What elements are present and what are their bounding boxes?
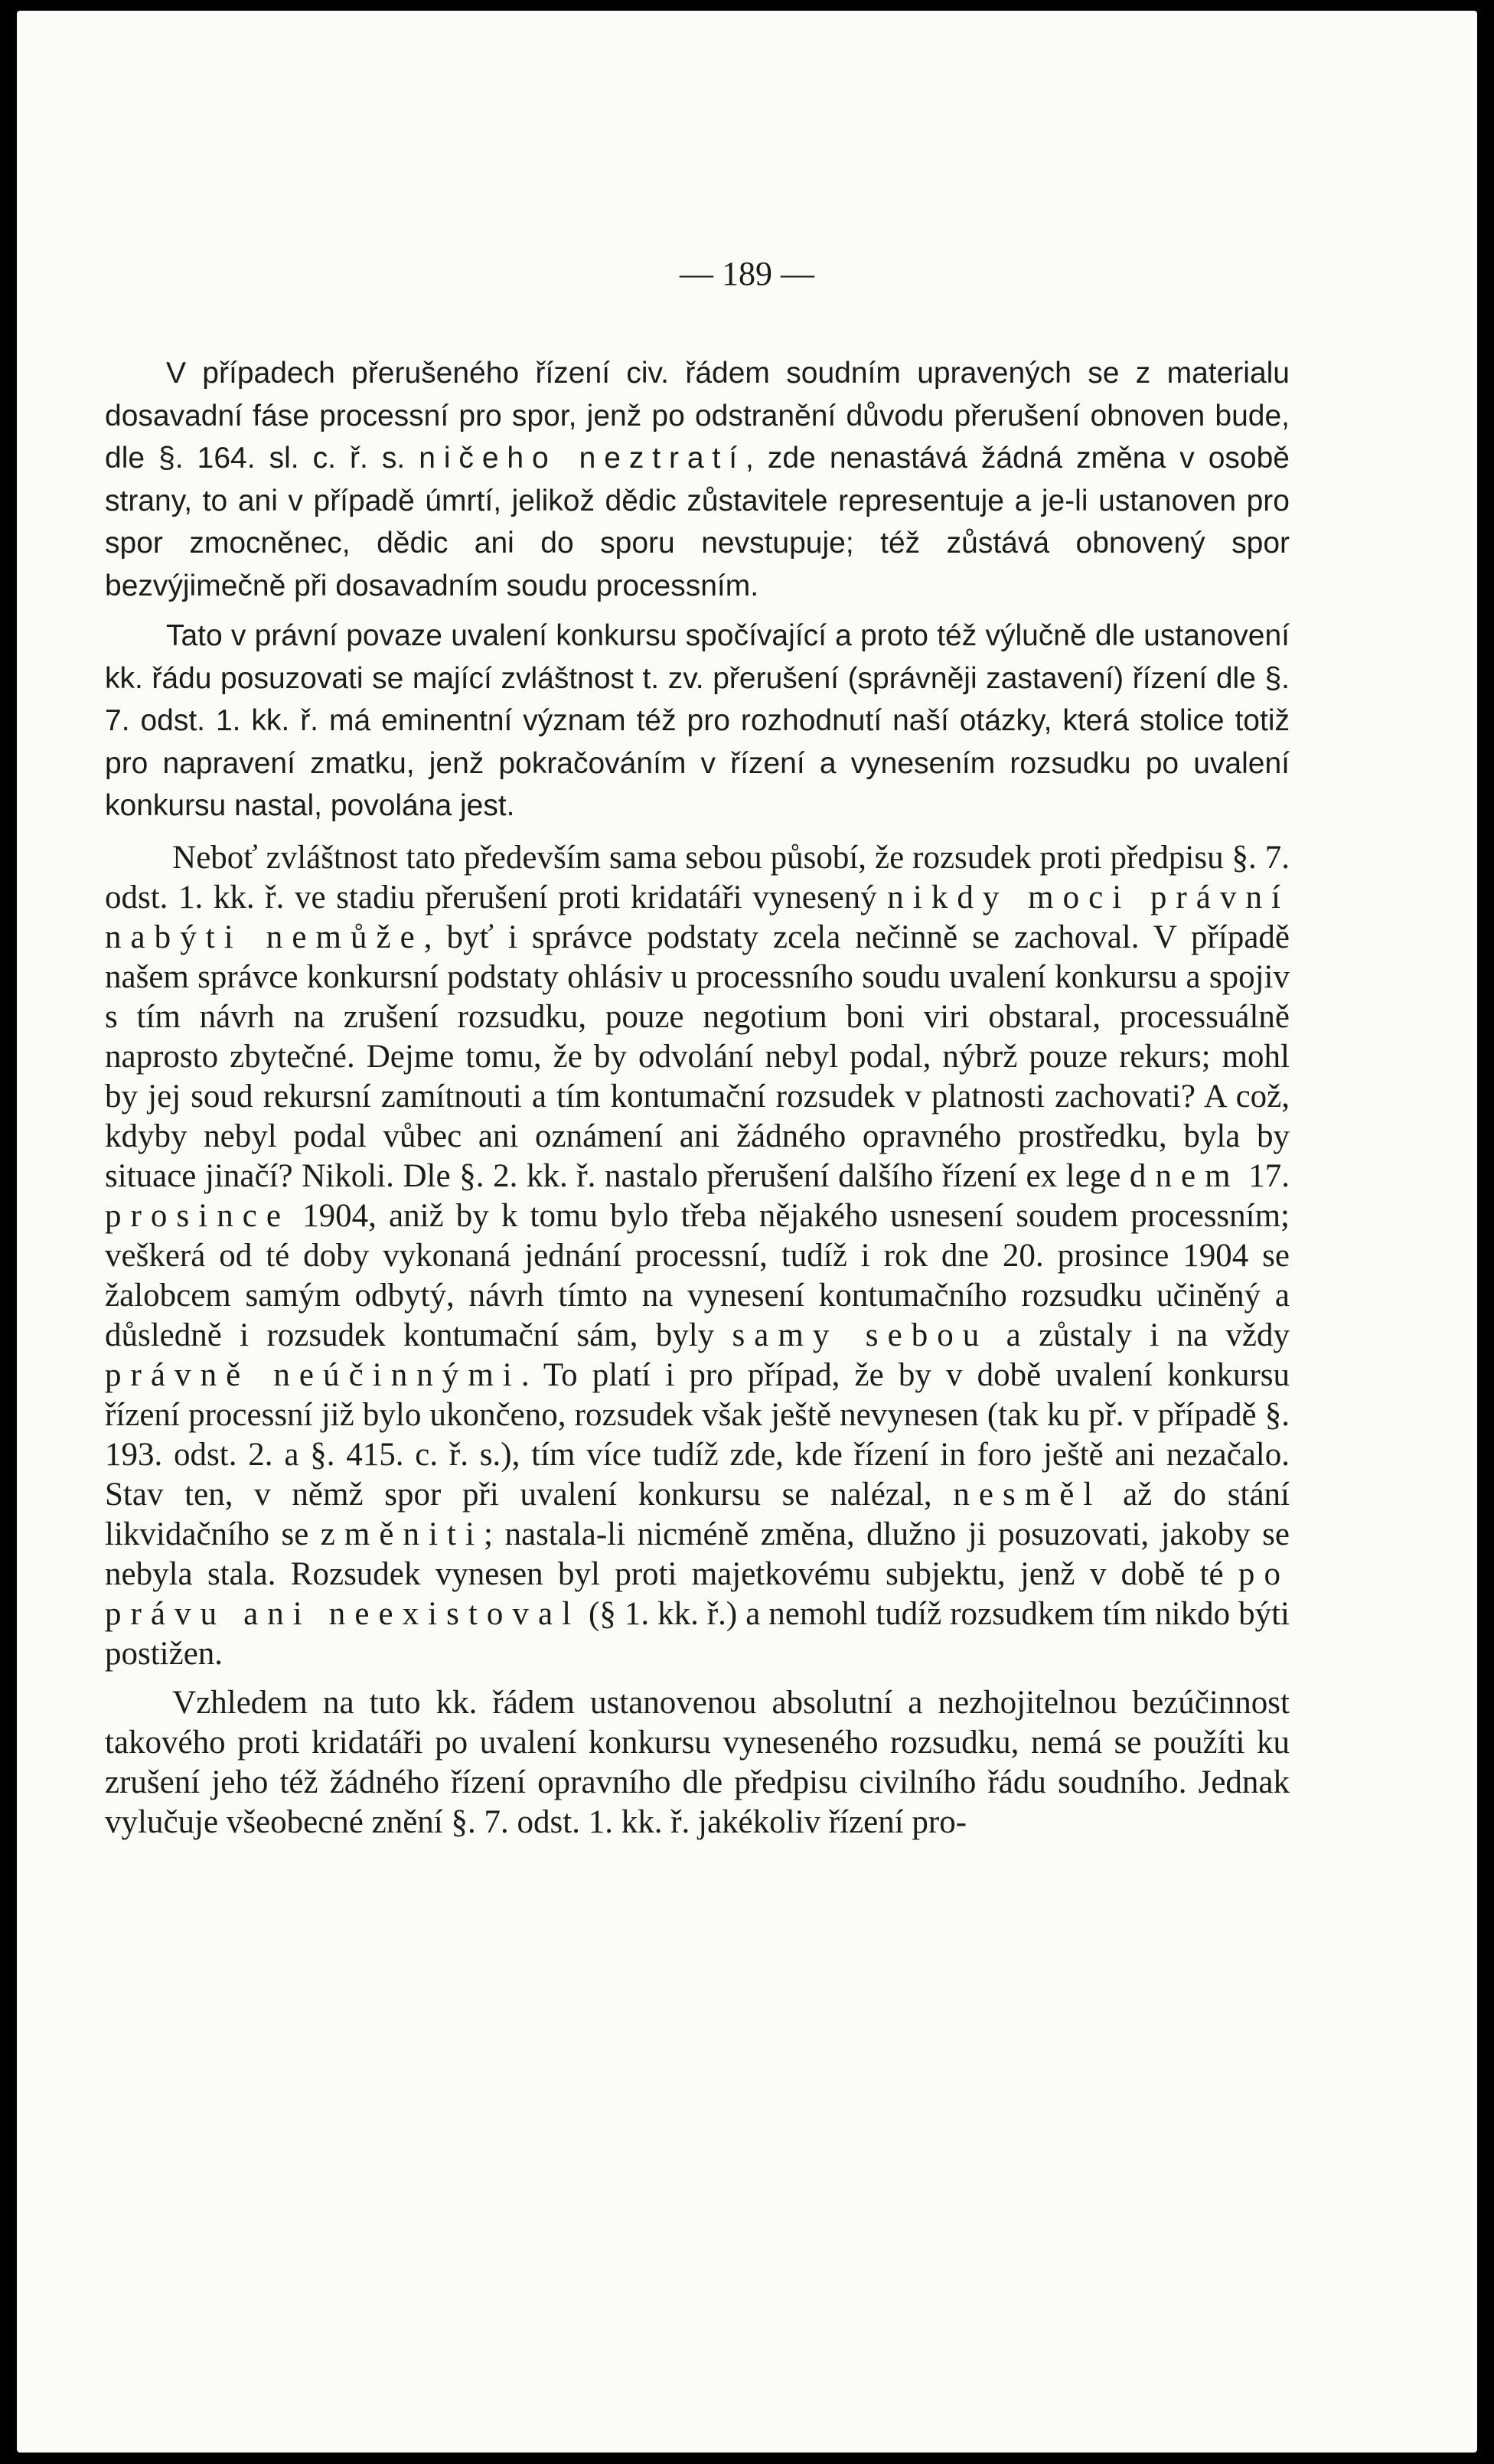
p3-spaced-emphasis-7: změniti <box>320 1516 484 1552</box>
body-text <box>105 352 1290 1842</box>
p3-text-a: Neboť zvláštnost tato především sama sebou působí, že rozsudek proti předpisu §. 7. odst. 1. kk. ř. ve stadiu přerušení proti kridatáři vynesený <box>105 839 1290 915</box>
p3-spaced-emphasis-5: právně neúčinnými <box>105 1356 521 1393</box>
p1-text-b: , zde nenastává žádná změna v osobě strany, to ani v případě úmrtí, jelikož dědic zůstavitele representuje a je-li ustanoven pro spor zmocněnec, dědic ani do sporu nevstupuje; též zůstává obnovený spor bezvýjimečně při dosavadním soudu processním. <box>105 442 1290 602</box>
page-number: — 189 — <box>680 255 814 292</box>
p3-text-c: 17. <box>1239 1157 1290 1194</box>
p3-spaced-emphasis-4: samy sebou <box>732 1317 989 1353</box>
paragraph-2: Tato v právní povaze uvalení konkursu spočívající a proto též výlučně dle ustanovení kk. řádu posuzovati se mající zvláštnost t. zv. přerušení (správněji zastavení) řízení dle §. 7. odst. 1. kk. ř. má eminentní význam též pro rozhodnutí naší otázky, která stolice totiž pro napravení zmatku, jenž pokračováním v řízení a vynesením rozsudku po uvalení konkursu nastal, povolána jest. <box>105 619 1290 822</box>
p1-spaced-emphasis: ničeho neztratí <box>419 442 746 475</box>
p3-spaced-emphasis-1: nikdy moci právní nabýti nemůže <box>105 879 1290 955</box>
p3-spaced-emphasis-6: nesměl <box>953 1476 1102 1513</box>
p3-text-h: ; nastala-li nicméně změna, dlužno ji posuzovati, jakoby se nebyla stala. Rozsudek vynesen byl proti majetkovému subjektu, jenž v době té <box>105 1516 1290 1592</box>
paragraph-3 <box>105 838 1290 1674</box>
paragraph-4: Vzhledem na tuto kk. řádem ustanovenou absolutní a nezhojitelnou bezúčinnost takového proti kridatáři po uvalení konkursu vyneseného rozsudku, nemá se použíti ku zrušení jeho též žádného řízení opravního dle předpisu civilního řádu soudního. Jednak vylučuje všeobecné znění §. 7. odst. 1. kk. ř. jakékoliv řízení pro- <box>105 1684 1290 1840</box>
p3-text-e: a zůstaly i na vždy <box>988 1317 1290 1353</box>
p3-text-f: . To platí i pro případ, že by v době uvalení konkursu řízení processní již bylo ukončeno, rozsudek však ještě nevynesen (tak ku př. v případě §. 193. odst. 2. a §. 415. c. ř. s.), tím více tudíž zde, kde řízení in foro ještě ani nezačalo. Stav ten, v němž spor při uvalení konkursu se nalézal, <box>105 1356 1290 1513</box>
book-page <box>17 11 1477 2453</box>
paragraph-1 <box>105 352 1290 607</box>
p3-text-b: , byť i správce podstaty zcela nečinně se zachoval. V případě našem správce konkursní podstaty ohlásiv u processního soudu uvalení konkursu a spojiv s tím návrh na zrušení rozsudku, pouze negotium boni viri obstaral, processuálně naprosto zbytečné. Dejme tomu, že by odvolání nebyl podal, nýbrž pouze rekurs; mohl by jej soud rekursní zamítnouti a tím kontumační rozsudek v platnosti zachovati? A což, kdyby nebyl podal vůbec ani oznámení ani žádného opravného prostředku, byla by situace jinačí? Nikoli. Dle §. 2. kk. ř. nastalo přerušení dalšího řízení ex lege <box>105 919 1290 1194</box>
p3-text-d: 1904, aniž by k tomu bylo třeba nějakého usnesení soudem processním; veškerá od té doby vykonaná jednání processní, tudíž i rok dne 20. prosince 1904 se žalobcem samým odbytý, návrh tímto na vynesení kontumačního rozsudku učiněný a důsledně i rozsudek kontumační sám, byly <box>105 1197 1290 1353</box>
p3-text-i: (§ 1. kk. ř.) a nemohl tudíž rozsudkem tím nikdo býti postižen. <box>105 1595 1290 1672</box>
p1-text-a: V případech přerušeného řízení civ. řádem soudním upravených se z materialu dosavadní fáse processní pro spor, jenž po odstranění důvodu přerušení obnoven bude, dle §. 164. sl. c. ř. s. <box>105 357 1290 475</box>
p3-spaced-emphasis-2: dnem <box>1129 1157 1240 1194</box>
p3-spaced-emphasis-3: prosince <box>105 1197 290 1234</box>
p3-spaced-emphasis-8: po právu ani neexistoval <box>105 1555 1290 1632</box>
p3-text-g: až do stání likvidačního se <box>105 1476 1290 1552</box>
